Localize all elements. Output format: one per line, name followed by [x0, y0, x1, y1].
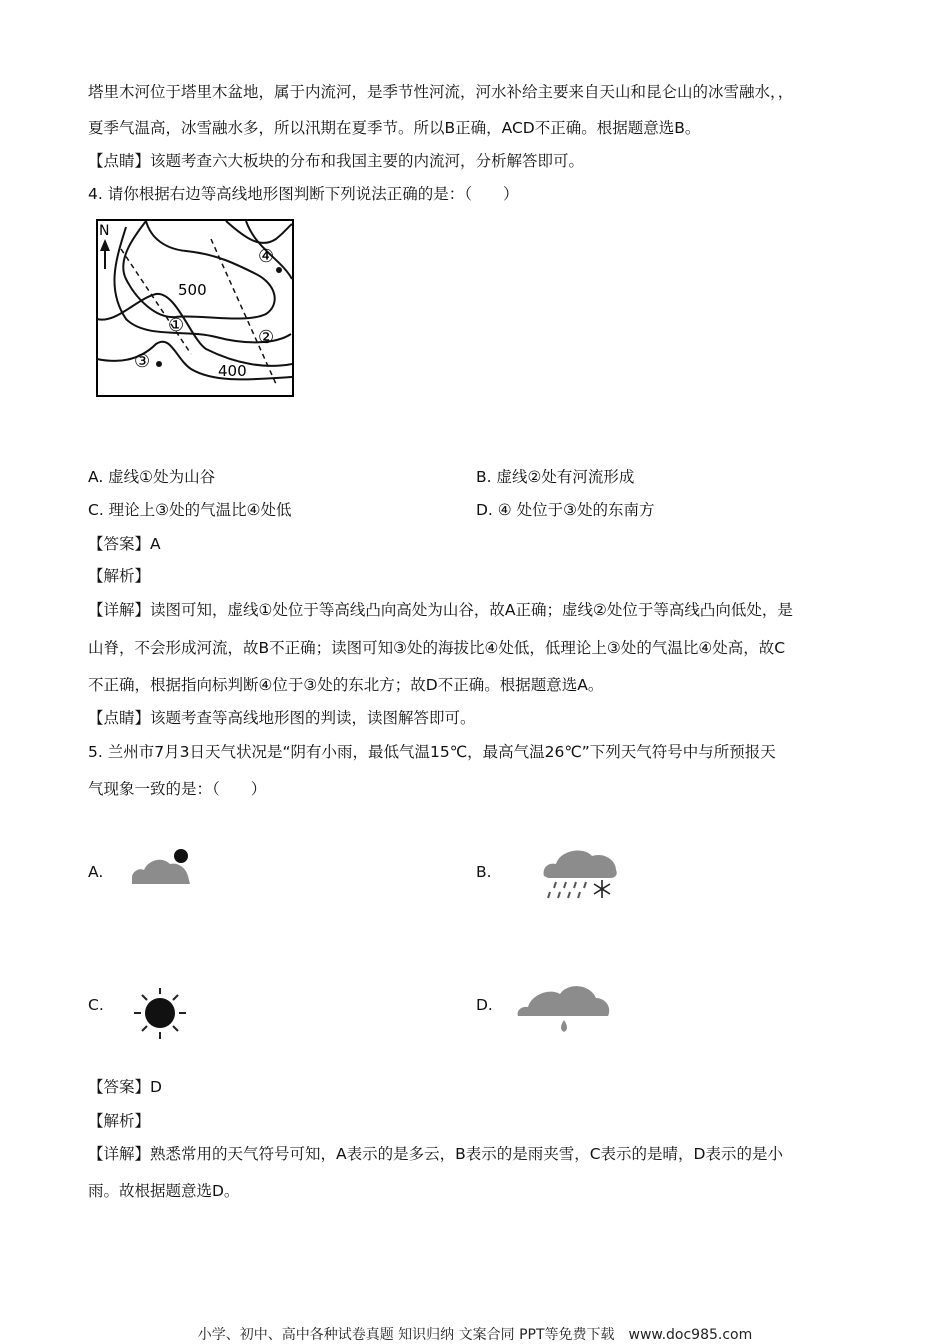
- contour-map: [96, 219, 294, 397]
- q4-detail-1: 【详解】读图可知，虚线①处位于等高线凸向高处为山谷，故A正确；虚线②处位于等高线凸向低处，是: [88, 601, 793, 619]
- contour-500-label: 500: [178, 281, 207, 299]
- q4-option-c: C. 理论上③处的气温比④处低: [88, 501, 292, 519]
- q5-stem-1: 5. 兰州市7月3日天气状况是“阴有小雨，最低气温15℃，最高气温26℃”下列天气符号中与所预报天: [88, 743, 776, 761]
- q5-stem-2: 气现象一致的是：（ ）: [88, 780, 267, 798]
- q5-option-b: B.: [476, 863, 492, 881]
- explain-line-1: 塔里木河位于塔里木盆地，属于内流河，是季节性河流，河水补给主要来自天山和昆仑山的冰雪融水，，: [88, 83, 794, 101]
- q4-stem: 4. 请你根据右边等高线地形图判断下列说法正确的是：（ ）: [88, 185, 519, 203]
- q4-detail-2: 山脊，不会形成河流，故B不正确；读图可知③处的海拔比④处低，低理论上③处的气温比④处高，故C: [88, 639, 786, 657]
- q5-option-d: D.: [476, 996, 493, 1014]
- q4-detail-3: 不正确，根据指向标判断④位于③处的东北方；故D不正确。根据题意选A。: [88, 676, 604, 694]
- light-rain-icon: [516, 976, 612, 1034]
- q4-option-d: D. ④ 处位于③处的东南方: [476, 501, 655, 519]
- q5-option-c: C.: [88, 996, 104, 1014]
- north-label: N: [99, 223, 110, 239]
- q4-analysis: 【解析】: [88, 567, 151, 585]
- sunny-icon: [126, 976, 200, 1046]
- comment-prev: 【点睛】该题考查六大板块的分布和我国主要的内流河，分析解答即可。: [88, 152, 585, 170]
- marker-3: ③: [134, 351, 151, 372]
- partly-cloudy-icon: [130, 846, 194, 888]
- sleet-icon: [540, 842, 622, 902]
- q5-detail-1: 【详解】熟悉常用的天气符号可知，A表示的是多云，B表示的是雨夹雪，C表示的是晴，D表示的是小: [88, 1145, 783, 1163]
- q4-option-b: B. 虚线②处有河流形成: [476, 468, 635, 486]
- q4-comment: 【点睛】该题考查等高线地形图的判读，读图解答即可。: [88, 709, 476, 727]
- contour-400-label: 400: [218, 362, 247, 380]
- q5-detail-2: 雨。故根据题意选D。: [88, 1182, 240, 1200]
- page-footer: 小学、初中、高中各种试卷真题 知识归纳 文案合同 PPT等免费下载 www.doc985.com: [197, 1327, 753, 1343]
- marker-2: ②: [258, 327, 275, 348]
- q4-option-a: A. 虚线①处为山谷: [88, 468, 216, 486]
- marker-4: ④: [258, 246, 275, 267]
- q5-option-a: A.: [88, 863, 104, 881]
- q4-answer: 【答案】A: [88, 535, 161, 553]
- explain-line-2: 夏季气温高，冰雪融水多，所以汛期在夏季节。所以B正确，ACD不正确。根据题意选B。: [88, 119, 701, 137]
- q5-answer: 【答案】D: [88, 1078, 162, 1096]
- q5-analysis: 【解析】: [88, 1112, 151, 1130]
- marker-1: ①: [168, 315, 185, 336]
